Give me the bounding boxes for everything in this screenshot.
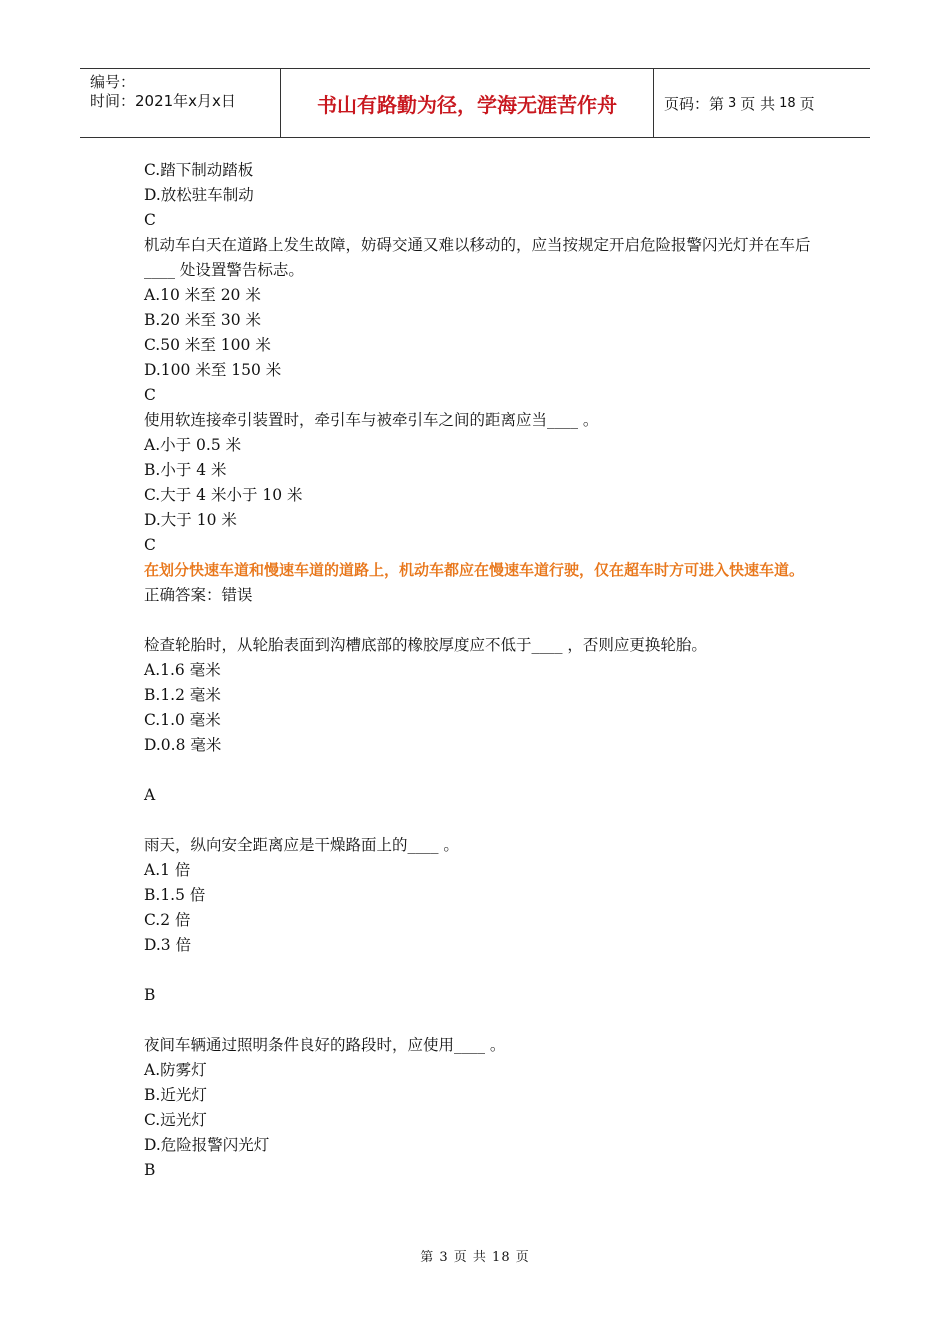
- option-line: A.1.6 毫米: [144, 661, 221, 679]
- spacer: [144, 758, 824, 783]
- page-middle: 页 共: [740, 94, 776, 113]
- question-text: 使用软连接牵引装置时，牵引车与被牵引车之间的距离应当____ 。: [144, 411, 599, 429]
- answer-line: A: [144, 786, 156, 804]
- answer-line: B: [144, 1161, 156, 1179]
- option-line: D.0.8 毫米: [144, 736, 222, 754]
- spacer: [144, 958, 824, 983]
- question-text: 夜间车辆通过照明条件良好的路段时，应使用____ 。: [144, 1036, 506, 1054]
- option-line: B.1.5 倍: [144, 886, 206, 904]
- option-line: D.危险报警闪光灯: [144, 1136, 270, 1154]
- document-date-label: 时间：2021年x月x日: [90, 92, 236, 110]
- option-line: C.踏下制动踏板: [144, 161, 254, 179]
- document-body: [144, 158, 824, 1183]
- answer-line: B: [144, 986, 156, 1004]
- option-line: D.100 米至 150 米: [144, 361, 282, 379]
- option-line: C.远光灯: [144, 1111, 207, 1129]
- answer-line: C: [144, 211, 156, 229]
- highlighted-question: 在划分快速车道和慢速车道的道路上，机动车都应在慢速车道行驶，仅在超车时方可进入快速车道。: [144, 561, 805, 579]
- page-prefix: 页码：第: [664, 94, 725, 113]
- spacer: [144, 808, 824, 833]
- page-suffix: 页: [799, 94, 815, 113]
- option-line: D.大于 10 米: [144, 511, 237, 529]
- option-line: D.放松驻车制动: [144, 186, 254, 204]
- page-header: [80, 68, 870, 138]
- option-line: A.1 倍: [144, 861, 191, 879]
- current-page-number: 3: [728, 95, 737, 111]
- option-line: B.20 米至 30 米: [144, 311, 262, 329]
- header-motto: 书山有路勤为径，学海无涯苦作舟: [281, 69, 654, 137]
- option-line: C.50 米至 100 米: [144, 336, 271, 354]
- option-line: A.小于 0.5 米: [144, 436, 242, 454]
- question-text: 检查轮胎时，从轮胎表面到沟槽底部的橡胶厚度应不低于____ ，否则应更换轮胎。: [144, 636, 707, 654]
- answer-line: C: [144, 386, 156, 404]
- answer-line: C: [144, 536, 156, 554]
- option-line: C.1.0 毫米: [144, 711, 221, 729]
- option-line: A.10 米至 20 米: [144, 286, 261, 304]
- option-line: B.小于 4 米: [144, 461, 227, 479]
- option-line: A.防雾灯: [144, 1061, 207, 1079]
- question-text: 雨天，纵向安全距离应是干燥路面上的____ 。: [144, 836, 459, 854]
- option-line: B.1.2 毫米: [144, 686, 221, 704]
- page-footer: 第 3 页 共 18 页: [420, 1250, 530, 1265]
- correct-answer-line: 正确答案：错误: [144, 586, 253, 604]
- header-info-cell: [80, 69, 281, 137]
- option-line: C.大于 4 米小于 10 米: [144, 486, 303, 504]
- spacer: [144, 1008, 824, 1033]
- option-line: D.3 倍: [144, 936, 192, 954]
- option-line: C.2 倍: [144, 911, 191, 929]
- question-text: 机动车白天在道路上发生故障，妨碍交通又难以移动的，应当按规定开启危险报警闪光灯并在车后____ 处设置警告标志。: [144, 236, 811, 279]
- document-number-label: 编号：: [90, 73, 136, 91]
- option-line: B.近光灯: [144, 1086, 207, 1104]
- spacer: [144, 608, 824, 633]
- header-page-indicator: [664, 69, 870, 137]
- total-page-number: 18: [779, 95, 796, 111]
